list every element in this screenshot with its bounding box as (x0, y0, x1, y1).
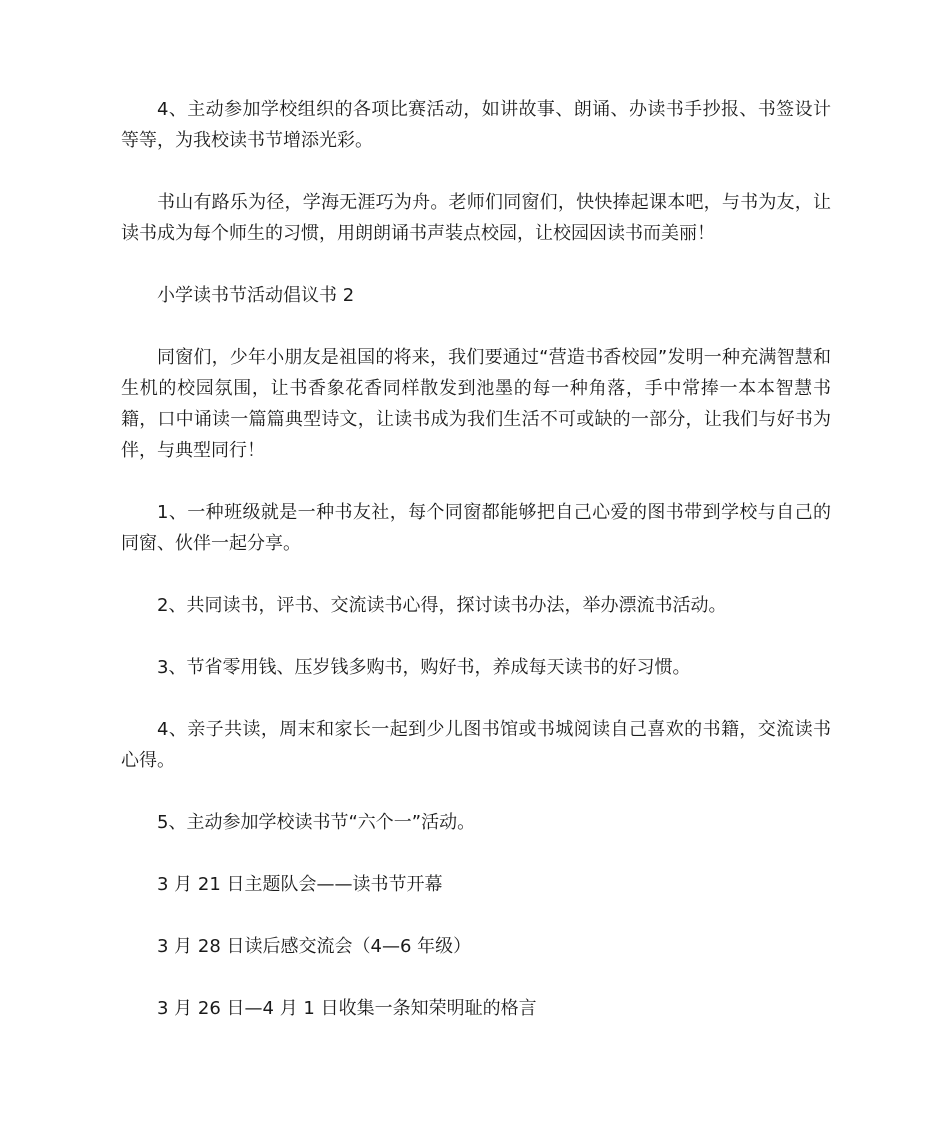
section-heading-proposal-2: 小学读书节活动倡议书 2 (157, 285, 355, 306)
paragraph-item5-six-activities: 5、主动参加学校读书节“六个一”活动。 (157, 812, 476, 833)
paragraph-intro: 同窗们，少年小朋友是祖国的将来，我们要通过“营造书香校园”发明一种充满智慧和生机的校园氛围，让书香象花香同样散发到池墨的每一种角落，手中常捧一本本智慧书籍，口中诵读一篇篇典型诗文，让读书成为我们生活不可或缺的一部分，让我们与好书为伴，与典型同行！ (121, 347, 831, 461)
paragraph-item4-competitions: 4、主动参加学校组织的各项比赛活动，如讲故事、朗诵、办读书手抄报、书签设计等等，为我校读书节增添光彩。 (121, 99, 831, 151)
paragraph-item4-family-reading: 4、亲子共读，周末和家长一起到少儿图书馆或书城阅读自己喜欢的书籍，交流读书心得。 (121, 719, 831, 771)
paragraph-item3-save-money: 3、节省零用钱、压岁钱多购书，购好书，养成每天读书的好习惯。 (157, 657, 691, 678)
document-body (121, 94, 831, 1024)
schedule-item-exchange: 3 月 28 日读后感交流会（4—6 年级） (157, 936, 472, 957)
paragraph-closing-appeal: 书山有路乐为径，学海无涯巧为舟。老师们同窗们，快快捧起课本吧，与书为友，让读书成为每个师生的习惯，用朗朗诵书声装点校园，让校园因读书而美丽！ (121, 192, 831, 244)
paragraph-item2-read-together: 2、共同读书，评书、交流读书心得，探讨读书办法，举办漂流书活动。 (157, 595, 727, 616)
schedule-item-mottos: 3 月 26 日—4 月 1 日收集一条知荣明耻的格言 (157, 998, 537, 1019)
schedule-item-opening: 3 月 21 日主题队会——读书节开幕 (157, 874, 443, 895)
paragraph-item1-book-club: 1、一种班级就是一种书友社，每个同窗都能够把自己心爱的图书带到学校与自己的同窗、伙伴一起分享。 (121, 502, 831, 554)
